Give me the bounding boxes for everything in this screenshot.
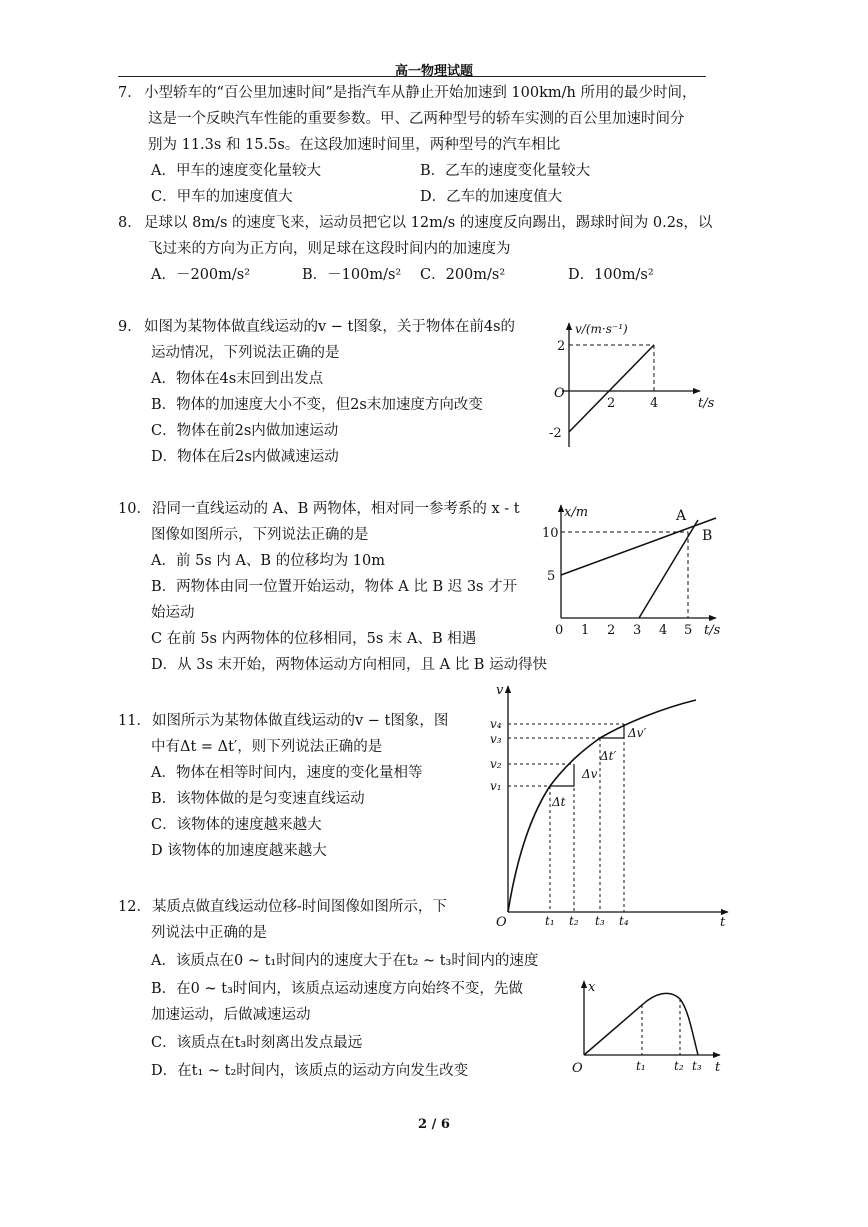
q11-xtick-t2: t₂ — [569, 914, 579, 928]
q9-x-label: t/s — [698, 396, 715, 411]
q11-line-1: 如图所示为某物体做直线运动的v − t图象，图 — [152, 713, 449, 729]
q9-origin: O — [554, 386, 565, 401]
q8-option-a: A．－200m/s² — [151, 267, 251, 283]
q12-y-label: x — [588, 980, 596, 995]
q12-number: 12． — [118, 899, 151, 915]
q9-option-b: B．物体的加速度大小不变，但2s末加速度方向改变 — [151, 397, 483, 413]
q7-line-2: 这是一个反映汽车性能的重要参数。甲、乙两种型号的轿车实测的百公里加速时间分 — [148, 111, 685, 127]
q12-option-d: D．在t₁ ~ t₂时间内，该质点的运动方向发生改变 — [151, 1063, 469, 1079]
q11-line-2: 中有Δt = Δt′，则下列说法正确的是 — [151, 739, 383, 755]
q8-option-d: D．100m/s² — [568, 267, 654, 283]
q8-option-c: C．200m/s² — [420, 267, 506, 283]
q10-option-b: B．两物体由同一位置开始运动，物体 A 比 B 迟 3s 才开 — [151, 579, 518, 595]
q11-label-dtp: Δt′ — [600, 749, 617, 763]
page-header: 高一物理试题 — [394, 64, 473, 79]
q11-option-a: A．物体在相等时间内，速度的变化量相等 — [151, 765, 423, 781]
q10-x-label: t/s — [704, 623, 721, 638]
q10-xtick-1: 1 — [581, 623, 590, 638]
q7-option-d: D．乙车的加速度值大 — [420, 189, 563, 205]
q9-vt-graph — [540, 315, 720, 465]
q9-option-a: A．物体在4s末回到出发点 — [151, 371, 324, 387]
q10-line-B — [561, 518, 716, 575]
q9-option-c: C．物体在前2s内做加速运动 — [151, 423, 339, 439]
q11-xtick-t4: t₄ — [619, 914, 629, 928]
q9-line-1: 如图为某物体做直线运动的v − t图象，关于物体在前4s的 — [144, 319, 516, 335]
q8-option-b: B．－100m/s² — [302, 267, 402, 283]
q11-triangle-1 — [550, 764, 574, 786]
q11-label-dv: Δv — [582, 767, 598, 781]
q9-y-label: v/(m·s⁻¹) — [575, 322, 628, 336]
q11-label-dvp: Δv′ — [628, 726, 647, 740]
page-number: 2 / 6 — [418, 1117, 450, 1132]
q10-xt-graph — [538, 500, 728, 640]
q9-line-2: 运动情况，下列说法正确的是 — [151, 345, 340, 361]
q9-ytick-neg2: -2 — [549, 426, 562, 441]
q12-xt-graph — [570, 975, 730, 1080]
q12-option-c: C．该质点在t₃时刻离出发点最远 — [151, 1035, 363, 1051]
q11-xtick-t1: t₁ — [545, 914, 555, 928]
q11-xtick-t3: t₃ — [595, 914, 605, 928]
q10-option-c: C 在前 5s 内两物体的位移相同，5s 末 A、B 相遇 — [151, 631, 477, 647]
q8-line-1: 足球以 8m/s 的速度飞来，运动员把它以 12m/s 的速度反向踢出，踢球时间为 0.2s，以 — [144, 215, 713, 231]
q9-velocity-line — [569, 345, 654, 432]
q8-line-2: 飞过来的方向为正方向，则足球在这段时间内的加速度为 — [148, 241, 511, 257]
q12-option-b: B．在0 ~ t₃时间内，该质点运动速度方向始终不变，先做 — [151, 981, 523, 997]
q9-option-d: D．物体在后2s内做减速运动 — [151, 449, 339, 465]
q10-xtick-3: 3 — [633, 623, 642, 638]
q11-option-b: B．该物体做的是匀变速直线运动 — [151, 791, 365, 807]
q10-y-label: x/m — [564, 505, 589, 520]
q11-origin: O — [496, 915, 507, 930]
q10-xtick-4: 4 — [659, 623, 668, 638]
q11-ytick-v1: v₁ — [490, 779, 502, 793]
q12-option-b-cont: 加速运动，后做减速运动 — [151, 1007, 311, 1023]
q10-xtick-2: 2 — [607, 623, 616, 638]
q7-option-c: C．甲车的加速度值大 — [151, 189, 293, 205]
q12-line-1: 某质点做直线运动位移-时间图像如图所示，下 — [152, 899, 447, 915]
q10-xtick-0: 0 — [555, 623, 564, 638]
q10-label-A: A — [676, 508, 687, 524]
q11-y-label: v — [496, 683, 504, 698]
q9-xtick-4: 4 — [650, 396, 659, 411]
header-rule — [118, 76, 706, 77]
q10-option-b-cont: 始运动 — [151, 605, 195, 621]
q12-x-label: t — [715, 1060, 721, 1075]
q7-option-a: A．甲车的速度变化量较大 — [151, 163, 321, 179]
q11-option-d: D 该物体的加速度越来越大 — [151, 843, 327, 859]
q7-line-1: 小型轿车的“百公里加速时间”是指汽车从静止开始加速到 100km/h 所用的最少时间， — [144, 85, 697, 101]
q12-line-2: 列说法中正确的是 — [151, 925, 267, 941]
q11-ytick-v4: v₄ — [490, 717, 502, 731]
q7-option-b: B．乙车的速度变化量较大 — [420, 163, 591, 179]
q12-xtick-t2: t₂ — [674, 1059, 684, 1073]
q11-number: 11． — [118, 713, 151, 729]
q12-xtick-t3: t₃ — [692, 1059, 702, 1073]
q8-number: 8． — [118, 215, 142, 231]
q11-curve — [508, 700, 696, 912]
q10-xtick-5: 5 — [684, 623, 693, 638]
q12-option-a: A．该质点在0 ~ t₁时间内的速度大于在t₂ ~ t₃时间内的速度 — [151, 953, 539, 969]
q10-ytick-10: 10 — [542, 526, 559, 541]
q11-label-dt: Δt — [552, 795, 566, 809]
q11-ytick-v3: v₃ — [490, 732, 502, 746]
q10-option-a: A．前 5s 内 A、B 的位移均为 10m — [151, 553, 386, 569]
q11-ytick-v2: v₂ — [490, 757, 502, 771]
q10-ytick-5: 5 — [547, 569, 556, 584]
q12-curve — [584, 993, 698, 1055]
q12-origin: O — [572, 1061, 583, 1076]
q10-label-B: B — [702, 528, 713, 544]
q11-vt-graph — [488, 680, 738, 930]
q7-line-3: 别为 11.3s 和 15.5s。在这段加速时间里，两种型号的汽车相比 — [148, 137, 561, 153]
q10-number: 10． — [118, 501, 151, 517]
q9-number: 9． — [118, 319, 142, 335]
q9-ytick-2: 2 — [557, 339, 566, 354]
q12-xtick-t1: t₁ — [636, 1059, 646, 1073]
q7-number: 7． — [118, 85, 142, 101]
q9-xtick-2: 2 — [607, 396, 616, 411]
q10-option-d: D．从 3s 末开始，两物体运动方向相同，且 A 比 B 运动得快 — [151, 657, 548, 673]
q10-line-2: 图像如图所示，下列说法正确的是 — [151, 527, 369, 543]
q11-option-c: C．该物体的速度越来越大 — [151, 817, 322, 833]
q10-line-1: 沿同一直线运动的 A、B 两物体，相对同一参考系的 x - t — [152, 501, 520, 517]
q11-x-label: t — [720, 915, 726, 930]
